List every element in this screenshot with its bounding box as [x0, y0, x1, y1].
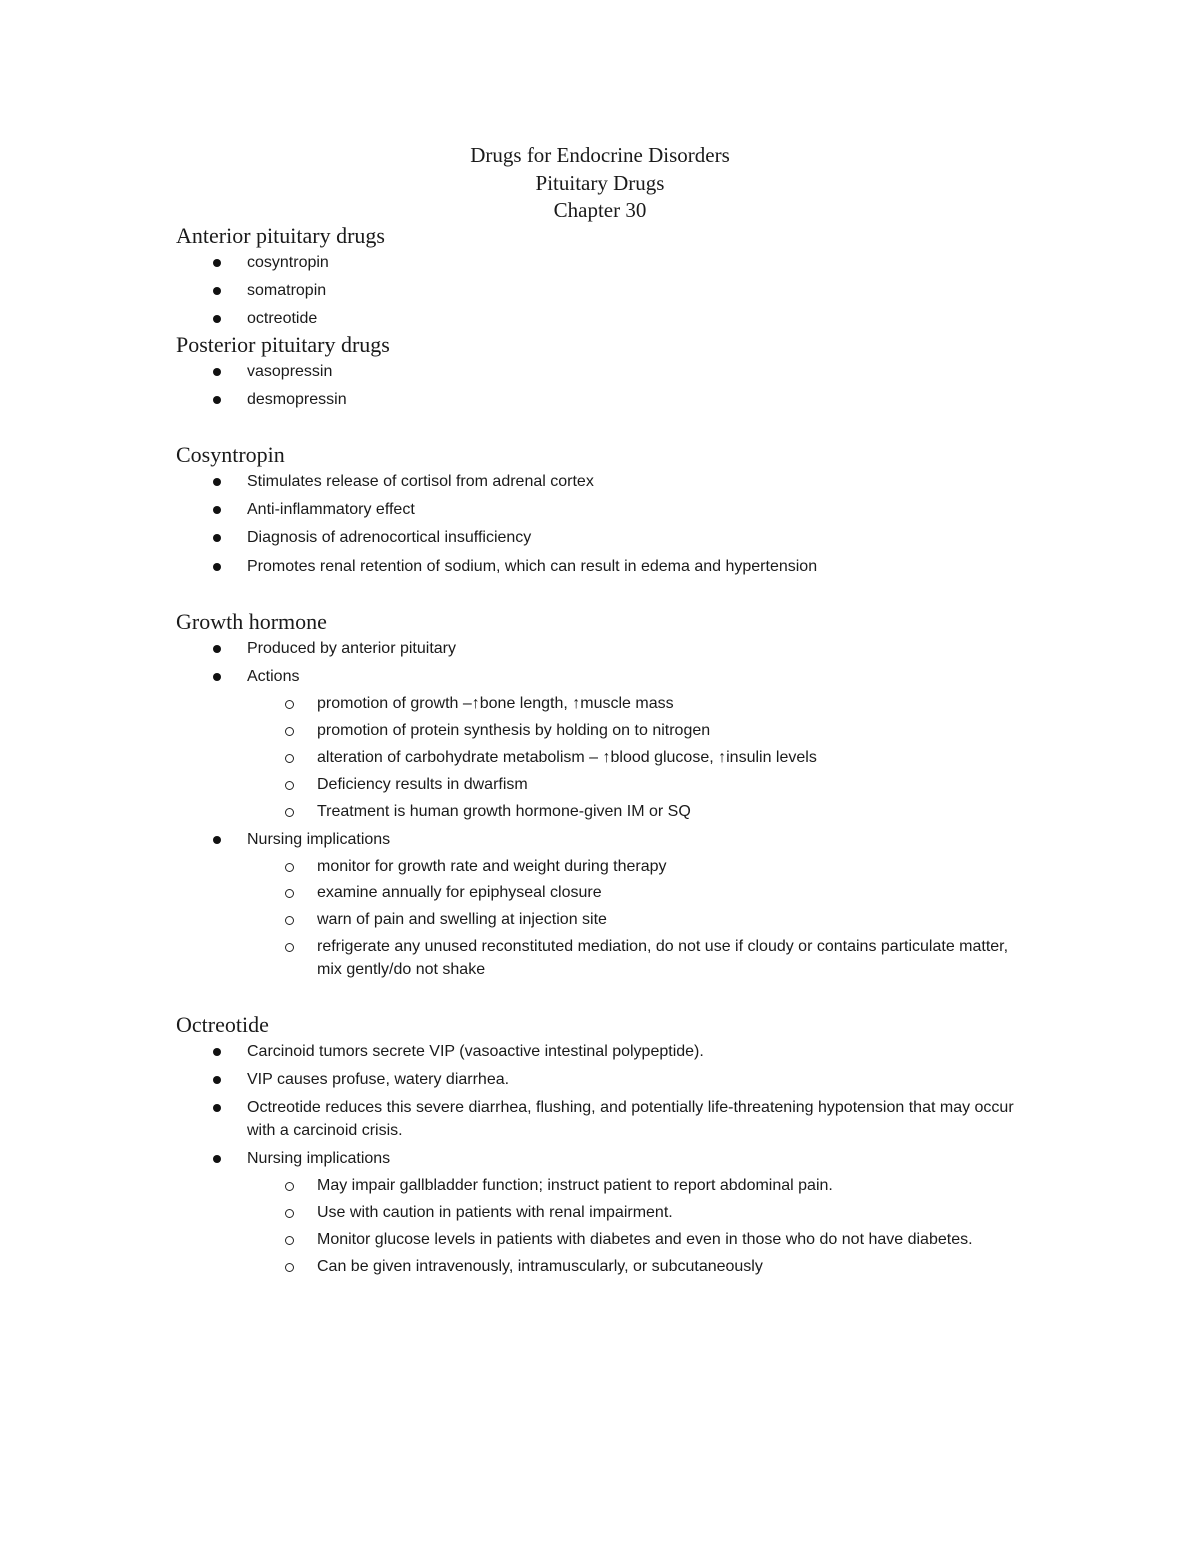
growth-hormone-list	[176, 638, 1036, 689]
sub-list-item: warn of pain and swelling at injection site	[176, 909, 1036, 932]
anterior-list	[176, 252, 1036, 331]
growth-actions-sublist	[176, 693, 1036, 823]
sub-list-item: refrigerate any unused reconstituted mediation, do not use if cloudy or contains particulate matter, mix gently/do not shake	[176, 936, 1036, 981]
sub-list-item: Deficiency results in dwarfism	[176, 774, 1036, 797]
sub-list-item: examine annually for epiphyseal closure	[176, 882, 1036, 905]
sub-list-item: Monitor glucose levels in patients with diabetes and even in those who do not have diabetes.	[176, 1229, 1036, 1252]
document-content	[176, 222, 1036, 1278]
anterior-heading: Anterior pituitary drugs	[176, 223, 385, 248]
sub-list-item: Treatment is human growth hormone-given IM or SQ	[176, 801, 1036, 824]
cosyntropin-list	[176, 471, 1036, 578]
list-item: Produced by anterior pituitary	[176, 638, 1036, 661]
list-item: Promotes renal retention of sodium, which can result in edema and hypertension	[176, 556, 1036, 579]
posterior-heading: Posterior pituitary drugs	[176, 331, 390, 357]
growth-nursing-list	[176, 829, 1036, 852]
nursing-implications-label: Nursing implications	[176, 1148, 1036, 1171]
sub-list-item: promotion of protein synthesis by holding on to nitrogen	[176, 720, 1036, 743]
list-item: Stimulates release of cortisol from adrenal cortex	[176, 471, 1036, 494]
list-item: cosyntropin	[176, 252, 1036, 275]
sub-list-item: Use with caution in patients with renal impairment.	[176, 1202, 1036, 1225]
list-item: Diagnosis of adrenocortical insufficiency	[176, 527, 1036, 550]
chapter-label: Chapter 30	[553, 198, 647, 222]
sub-list-item: May impair gallbladder function; instruct patient to report abdominal pain.	[176, 1175, 1036, 1198]
document-subtitle: Pituitary Drugs	[535, 170, 665, 195]
growth-hormone-heading: Growth hormone	[176, 609, 327, 635]
list-item: Octreotide reduces this severe diarrhea, flushing, and potentially life-threatening hypotension that may occur with a carcinoid crisis.	[176, 1097, 1036, 1142]
list-item: Carcinoid tumors secrete VIP (vasoactive intestinal polypeptide).	[176, 1041, 1036, 1064]
document-title-block	[0, 142, 1200, 225]
list-item: Anti-inflammatory effect	[176, 499, 1036, 522]
sub-list-item: alteration of carbohydrate metabolism – ↑blood glucose, ↑insulin levels	[176, 747, 1036, 770]
document-title: Drugs for Endocrine Disorders	[470, 143, 730, 167]
list-item: octreotide	[176, 308, 1036, 331]
list-item: VIP causes profuse, watery diarrhea.	[176, 1069, 1036, 1092]
cosyntropin-heading: Cosyntropin	[176, 442, 285, 468]
actions-label: Actions	[176, 666, 1036, 689]
nursing-implications-label: Nursing implications	[176, 829, 1036, 852]
sub-list-item: promotion of growth –↑bone length, ↑muscle mass	[176, 693, 1036, 716]
list-item: desmopressin	[176, 389, 1036, 412]
sub-list-item: Can be given intravenously, intramuscularly, or subcutaneously	[176, 1256, 1036, 1279]
posterior-list	[176, 361, 1036, 412]
growth-nursing-sublist	[176, 856, 1036, 982]
octreotide-heading: Octreotide	[176, 1012, 269, 1038]
sub-list-item: monitor for growth rate and weight during therapy	[176, 856, 1036, 879]
octreotide-nursing-sublist	[176, 1175, 1036, 1278]
list-item: somatropin	[176, 280, 1036, 303]
octreotide-list	[176, 1041, 1036, 1170]
list-item: vasopressin	[176, 361, 1036, 384]
